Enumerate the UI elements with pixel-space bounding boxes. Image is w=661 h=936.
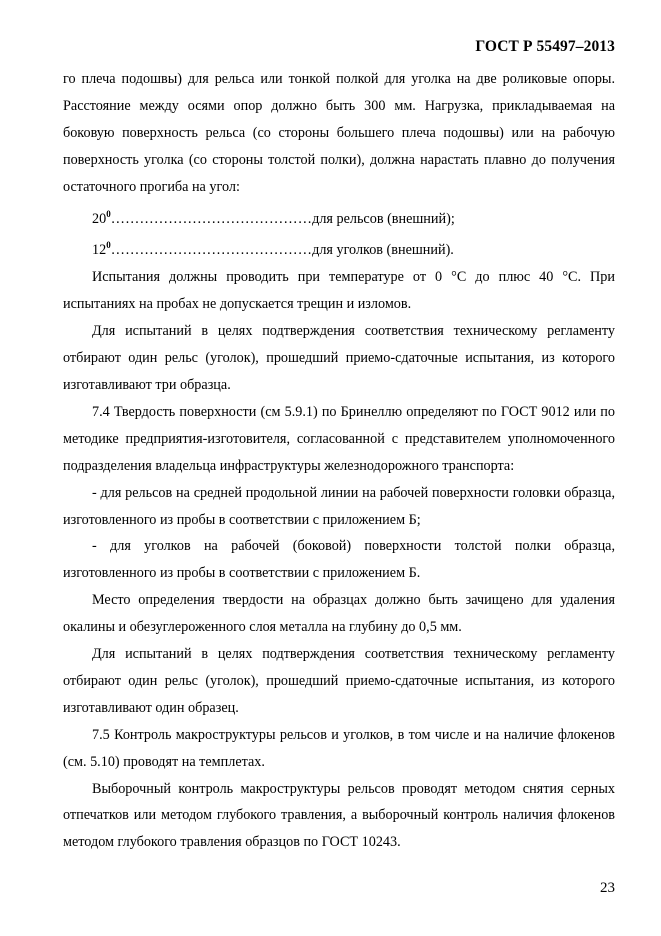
document-body [63, 66, 615, 856]
paragraph-surface-cleaning: Место определения твердости на образцах должно быть зачищено для удаления окалины и обезуглероженного слоя металла на глубину до 0,5 мм. [63, 592, 615, 636]
list-item-angles: - для уголков на рабочей (боковой) поверхности толстой полки образца, изготовленного из пробы в соответствии с приложением Б. [63, 538, 615, 582]
paragraph-sampling-three: Для испытаний в целях подтверждения соответствия техническому регламенту отбирают один рельс (уголок), прошедший приемо-сдаточные испытания, из которого изготавливают три образца. [63, 323, 615, 393]
angle-line-angles [63, 232, 615, 264]
angle-description: для рельсов (внешний); [312, 210, 455, 227]
degree-mark: 0 [106, 240, 111, 251]
document-code-header: ГОСТ Р 55497–2013 [475, 38, 615, 55]
angle-line-rails [63, 201, 615, 233]
paragraph-7-4-hardness: 7.4 Твердость поверхности (см 5.9.1) по Бринеллю определяют по ГОСТ 9012 или по методике предприятия-изготовителя, согласованной с представителем уполномоченного подразделения владельца инфраструктуры железнодорожного транспорта: [63, 403, 615, 474]
angle-value: 12 [92, 242, 107, 259]
degree-mark: 0 [106, 208, 111, 219]
paragraph-selective-control: Выборочный контроль макроструктуры рельсов проводят методом снятия серных отпечатков или методом глубокого травления, а выборочный контроль наличия флокенов методом глубокого травления образцов по ГОСТ 10243. [63, 780, 615, 851]
paragraph-test-setup: го плеча подошвы) для рельса или тонкой полкой для уголка на две роликовые опоры. Расстояние между осями опор должно быть 300 мм. Нагрузка, прикладываемая на боковую поверхность рельса (со стороны большего плеча подошвы) или на рабочую поверхность уголка (со стороны толстой полки), должна нарастать плавно до получения остаточного прогиба на угол: [63, 71, 615, 195]
list-item-rails: - для рельсов на средней продольной линии на рабочей поверхности головки образца, изготовленного из пробы в соответствии с приложением Б; [63, 484, 615, 528]
dot-leader: …………………………………… [110, 210, 313, 227]
angle-value: 20 [92, 210, 107, 227]
page-number: 23 [600, 880, 615, 896]
paragraph-test-temperature: Испытания должны проводить при температуре от 0 °С до плюс 40 °С. При испытаниях на пробах не допускается трещин и изломов. [63, 269, 615, 313]
document-page [63, 0, 615, 936]
paragraph-7-5-macrostructure: 7.5 Контроль макроструктуры рельсов и уголков, в том числе и на наличие флокенов (см. 5.10) проводят на темплетах. [63, 726, 615, 770]
angle-description: для уголков (внешний). [312, 242, 454, 259]
paragraph-sampling-one: Для испытаний в целях подтверждения соответствия техническому регламенту отбирают один рельс (уголок), прошедший приемо-сдаточные испытания, из которого изготавливают один образец. [63, 646, 615, 716]
dot-leader: …………………………………… [110, 242, 313, 259]
